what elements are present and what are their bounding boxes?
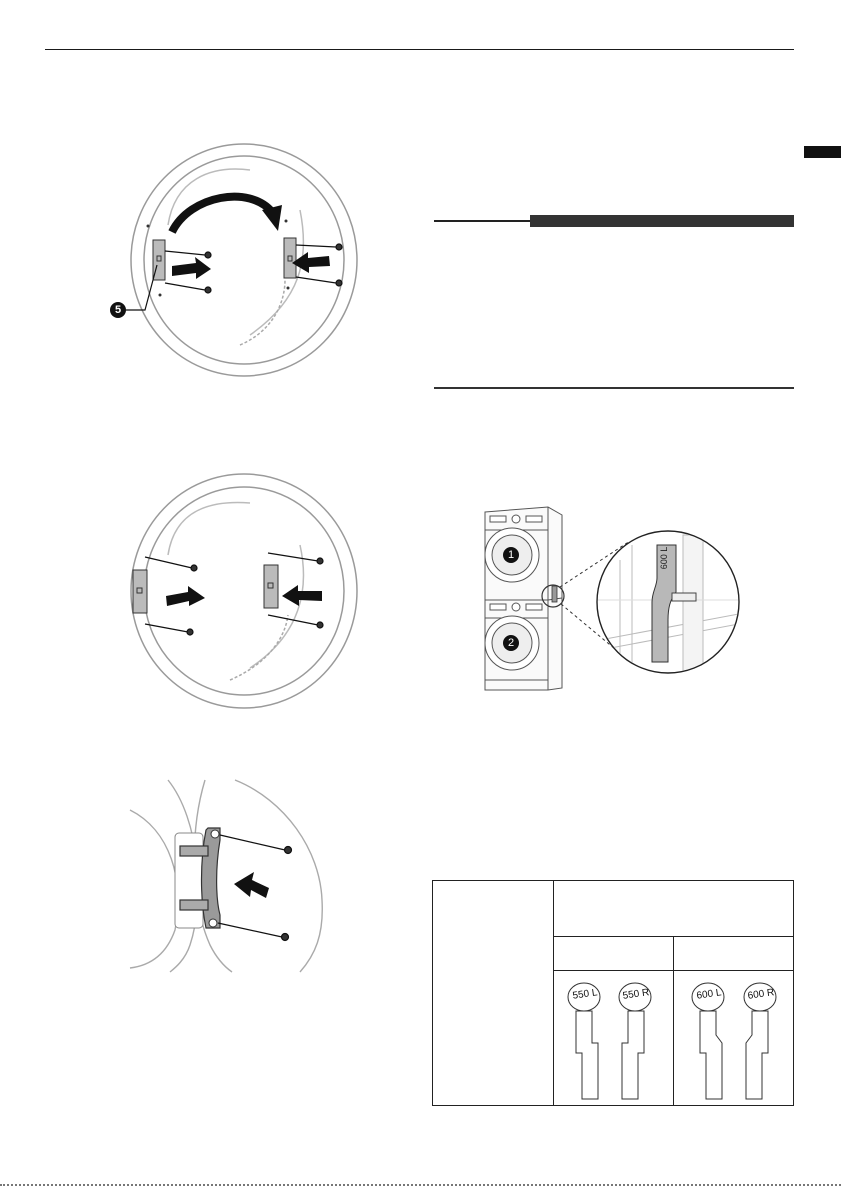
callout-upper-unit: 1 (507, 549, 515, 561)
footer-dotted-rule (0, 1184, 841, 1186)
zoom-bracket-label: 600 L (659, 546, 669, 570)
bracket-compatibility-table (432, 880, 794, 1106)
callout-5: 5 (114, 304, 122, 316)
subheader-1 (554, 937, 674, 971)
subheader-2 (674, 937, 794, 971)
bracket-550-cell (554, 971, 674, 1106)
row-label-cell (433, 881, 554, 1106)
magnifier-circle-icon (597, 531, 760, 685)
bracket-label-550l: 550 L (571, 987, 599, 1002)
bracket-label-600l: 600 L (695, 987, 723, 1002)
callout-lower-unit: 2 (507, 637, 515, 649)
bracket-label-600r: 600 R (747, 987, 775, 1002)
bracket-600-cell (674, 971, 794, 1106)
table-header (554, 881, 794, 937)
bracket-label-550r: 550 R (622, 987, 650, 1002)
